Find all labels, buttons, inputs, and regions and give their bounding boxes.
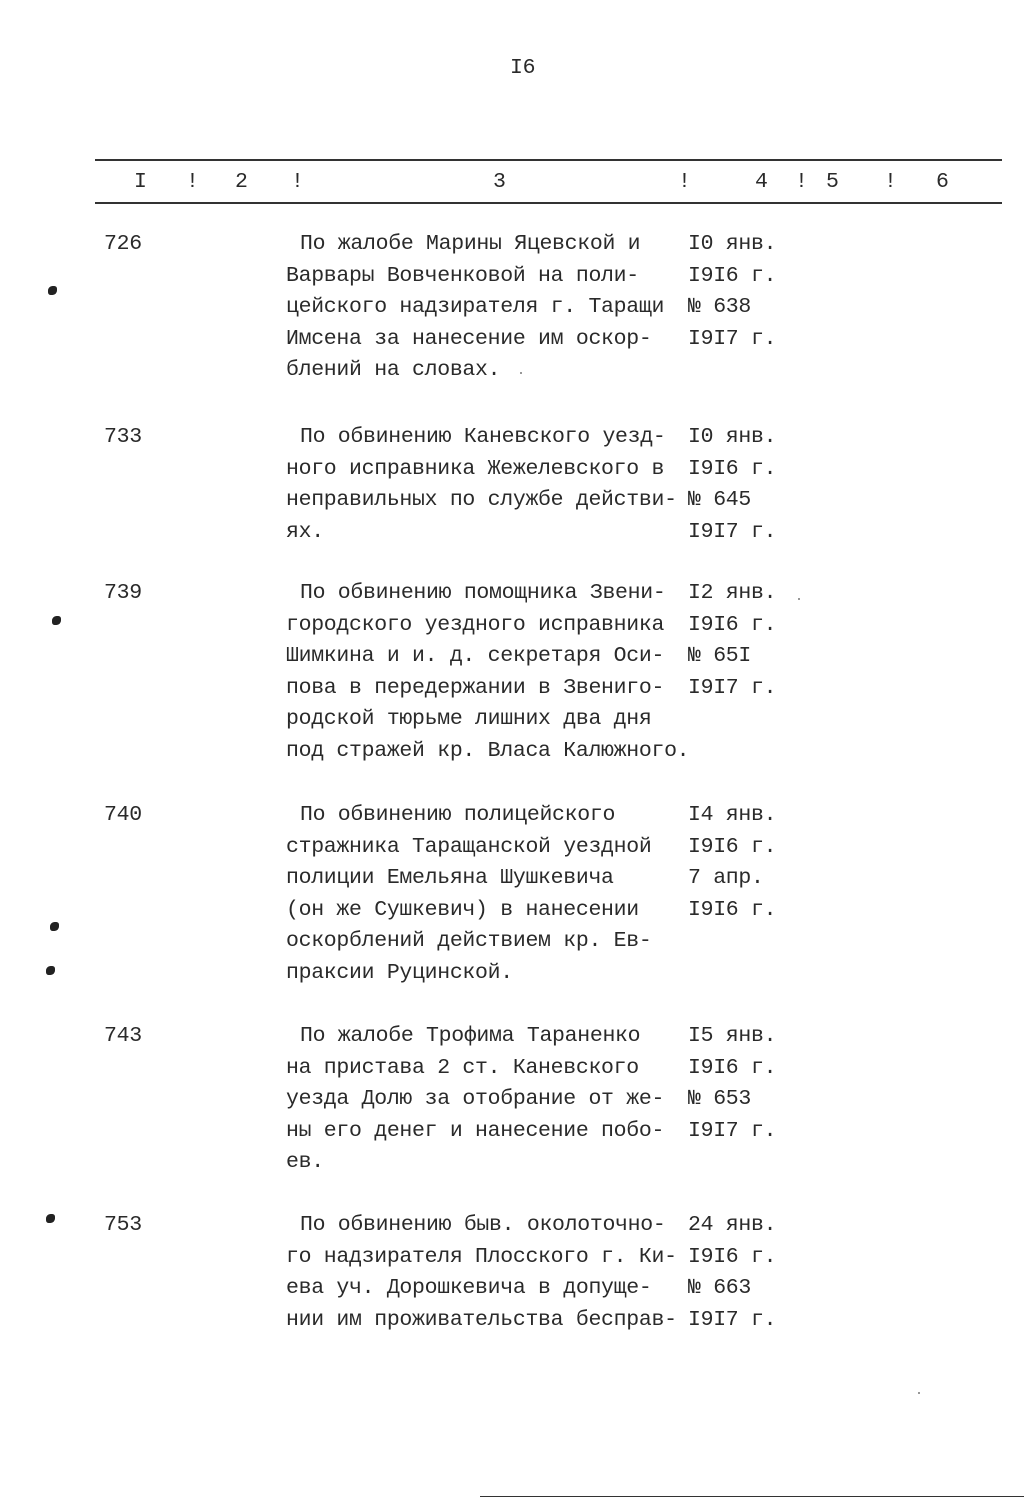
case-number: 740 bbox=[104, 803, 142, 827]
case-description bbox=[286, 799, 651, 988]
col-separator: ! bbox=[795, 170, 808, 194]
date-line: № 663 bbox=[688, 1276, 752, 1300]
col-1-header: I bbox=[134, 170, 147, 194]
date-line: 7 апр. bbox=[688, 866, 764, 890]
description-line: цейского надзирателя г. Таращи bbox=[286, 295, 665, 319]
ink-spot bbox=[52, 616, 61, 625]
description-line: родской тюрьме лишних два дня bbox=[286, 707, 652, 731]
description-line: ев. bbox=[286, 1150, 324, 1174]
col-separator: ! bbox=[291, 170, 304, 194]
case-description bbox=[286, 228, 664, 386]
date-line: № 65I bbox=[688, 644, 752, 668]
description-line: блений на словах. bbox=[286, 358, 501, 382]
date-line: I2 янв. bbox=[688, 581, 777, 605]
description-line: По обвинению помощника Звени- bbox=[300, 581, 666, 605]
description-line: Варвары Вовченковой на поли- bbox=[286, 263, 639, 288]
col-2-header: 2 bbox=[235, 170, 248, 194]
ink-spot bbox=[50, 922, 59, 931]
date-line: I9I6 г. bbox=[688, 1244, 777, 1269]
description-line: Имсена за нанесение им оскор- bbox=[286, 326, 652, 351]
description-line: ева уч. Дорошкевича в допуще- bbox=[286, 1276, 652, 1300]
description-line: городского уездного исправника bbox=[286, 612, 665, 637]
description-line: По обвинению быв. околоточно- bbox=[300, 1213, 666, 1237]
case-number: 753 bbox=[104, 1213, 142, 1237]
date-line: I9I6 г. bbox=[688, 612, 777, 637]
col-separator: ! bbox=[884, 170, 897, 194]
description-line: на пристава 2 ст. Каневского bbox=[286, 1055, 639, 1080]
case-description bbox=[286, 577, 689, 766]
date-line: 24 янв. bbox=[688, 1213, 777, 1237]
description-line: праксии Руцинской. bbox=[286, 960, 513, 985]
case-number: 733 bbox=[104, 425, 142, 449]
speck bbox=[520, 372, 522, 374]
description-line: ного исправника Жежелевского в bbox=[286, 456, 665, 481]
case-dates bbox=[688, 1209, 776, 1335]
col-separator: ! bbox=[186, 170, 199, 194]
speck bbox=[798, 598, 800, 600]
speck bbox=[918, 1392, 920, 1394]
date-line: I9I6 г. bbox=[688, 263, 777, 288]
description-line: го надзирателя Плосского г. Ки- bbox=[286, 1244, 677, 1269]
col-3-header: 3 bbox=[493, 170, 506, 194]
date-line: I0 янв. bbox=[688, 425, 777, 449]
date-line: I9I7 г. bbox=[688, 675, 777, 700]
page-number: I6 bbox=[510, 56, 536, 80]
case-number: 739 bbox=[104, 581, 142, 605]
description-line: По жалобе Марины Яцевской и bbox=[300, 232, 641, 256]
case-description bbox=[286, 1020, 664, 1178]
date-line: I9I6 г. bbox=[688, 456, 777, 481]
description-line: оскорблений действием кр. Ев- bbox=[286, 929, 652, 953]
case-dates bbox=[688, 421, 776, 547]
col-5-header: 5 bbox=[826, 170, 839, 194]
date-line: I9I7 г. bbox=[688, 326, 777, 351]
date-line: I9I6 г. bbox=[688, 897, 777, 922]
date-line: I5 янв. bbox=[688, 1024, 777, 1048]
description-line: нии им проживательства бесправ- bbox=[286, 1307, 677, 1332]
case-dates bbox=[688, 799, 776, 925]
case-number: 726 bbox=[104, 232, 142, 256]
description-line: полиции Емельяна Шушкевича bbox=[286, 866, 614, 890]
date-line: I0 янв. bbox=[688, 232, 777, 256]
description-line: По обвинению Каневского уезд- bbox=[300, 425, 666, 449]
date-line: I9I7 г. bbox=[688, 519, 777, 544]
description-line: пова в передержании в Звениго- bbox=[286, 675, 665, 700]
header-bottom-rule bbox=[95, 202, 1002, 204]
description-line: ны его денег и нанесение побо- bbox=[286, 1118, 665, 1143]
ink-spot bbox=[46, 1214, 55, 1223]
col-separator: ! bbox=[678, 170, 691, 194]
case-dates bbox=[688, 228, 776, 354]
col-6-header: 6 bbox=[936, 170, 949, 194]
date-line: I9I6 г. bbox=[688, 834, 777, 859]
case-number: 743 bbox=[104, 1024, 142, 1048]
date-line: I9I7 г. bbox=[688, 1307, 777, 1332]
col-4-header: 4 bbox=[755, 170, 768, 194]
case-description bbox=[286, 421, 677, 547]
case-description bbox=[286, 1209, 677, 1335]
ink-spot bbox=[48, 286, 57, 295]
date-line: I9I6 г. bbox=[688, 1055, 777, 1080]
description-line: уезда Долю за отобрание от же- bbox=[286, 1087, 665, 1111]
header-top-rule bbox=[95, 159, 1002, 161]
description-line: По обвинению полицейского bbox=[300, 803, 616, 827]
date-line: № 653 bbox=[688, 1087, 752, 1111]
date-line: I4 янв. bbox=[688, 803, 777, 827]
date-line: № 638 bbox=[688, 295, 752, 319]
date-line: I9I7 г. bbox=[688, 1118, 777, 1143]
case-dates bbox=[688, 1020, 776, 1146]
description-line: Шимкина и и. д. секретаря Оси- bbox=[286, 644, 665, 668]
description-line: под стражей кр. Власа Калюжного. bbox=[286, 738, 690, 763]
ink-spot bbox=[46, 966, 55, 975]
description-line: (он же Сушкевич) в нанесении bbox=[286, 897, 639, 922]
bottom-edge-line bbox=[480, 1496, 1024, 1497]
case-dates bbox=[688, 577, 776, 703]
description-line: ях. bbox=[286, 519, 324, 544]
date-line: № 645 bbox=[688, 488, 752, 512]
description-line: стражника Таращанской уездной bbox=[286, 834, 652, 859]
description-line: По жалобе Трофима Тараненко bbox=[300, 1024, 641, 1048]
description-line: неправильных по службе действи- bbox=[286, 488, 677, 512]
